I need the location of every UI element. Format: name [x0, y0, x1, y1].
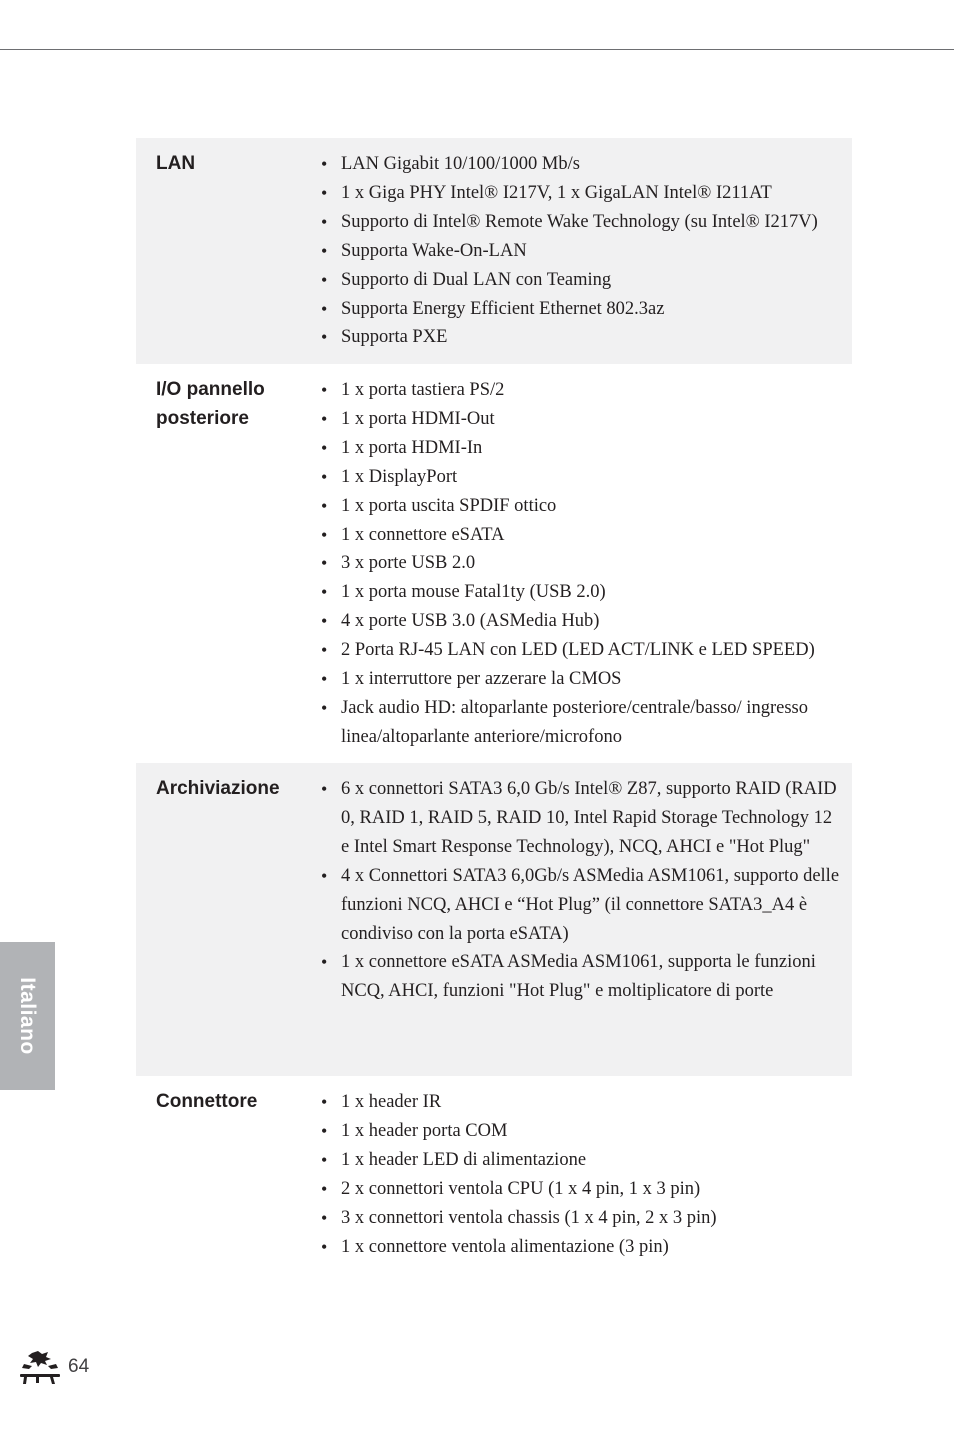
list-item: • LAN Gigabit 10/100/1000 Mb/s	[341, 150, 841, 179]
spec-table	[136, 138, 852, 1276]
language-side-tab	[0, 942, 55, 1090]
list-item: • Supporta Wake-On-LAN	[341, 237, 841, 266]
section-io-panel	[136, 364, 852, 763]
list-item: • 4 x porte USB 3.0 (ASMedia Hub)	[341, 607, 841, 636]
list-item: • 1 x porta tastiera PS/2	[341, 376, 841, 405]
bullet-icon: •	[321, 779, 328, 799]
bullet-icon: •	[321, 466, 328, 487]
section-storage	[136, 763, 852, 1076]
section-label-io-panel	[156, 376, 306, 433]
bullet-icon: •	[321, 408, 328, 429]
section-label-line: posteriore	[156, 407, 249, 429]
bullet-icon: •	[321, 553, 328, 574]
bullet-icon: •	[321, 524, 328, 545]
bullet-icon: •	[321, 952, 328, 973]
bullet-icon: •	[321, 380, 328, 400]
bullet-icon: •	[321, 1092, 328, 1112]
bullet-icon: •	[321, 697, 328, 718]
section-items-io-panel	[321, 376, 841, 752]
section-label-connectors: Connettore	[156, 1091, 258, 1112]
list-item: • 2 x connettori ventola CPU (1 x 4 pin, 1 x 3 pin)	[341, 1175, 841, 1204]
list-item: • 1 x interruttore per azzerare la CMOS	[341, 665, 841, 694]
bullet-icon: •	[321, 182, 328, 203]
list-item: • 1 x connettore eSATA	[341, 521, 841, 550]
list-item: • 1 x header porta COM	[341, 1117, 841, 1146]
list-item: • 1 x Giga PHY Intel® I217V, 1 x GigaLAN Intel® I211AT	[341, 179, 841, 208]
section-label-lan: LAN	[156, 153, 196, 174]
bullet-icon: •	[321, 640, 328, 661]
list-item: • 3 x connettori ventola chassis (1 x 4 pin, 2 x 3 pin)	[341, 1204, 841, 1233]
list-item: • 1 x connettore eSATA ASMedia ASM1061, supporta le funzioni NCQ, AHCI, funzioni "Hot Plug" e moltiplicatore di porte	[341, 948, 841, 1006]
list-item: • 2 Porta RJ-45 LAN con LED (LED ACT/LINK e LED SPEED)	[341, 636, 841, 665]
bullet-icon: •	[321, 1120, 328, 1141]
bullet-icon: •	[321, 154, 328, 174]
bullet-icon: •	[321, 495, 328, 516]
list-item: • Supporto di Intel® Remote Wake Technology (su Intel® I217V)	[341, 208, 841, 237]
list-item: • 1 x porta mouse Fatal1ty (USB 2.0)	[341, 578, 841, 607]
bullet-icon: •	[321, 211, 328, 232]
list-item: • Supporta Energy Efficient Ethernet 802.3az	[341, 295, 841, 324]
section-connectors	[136, 1076, 852, 1276]
list-item: • 3 x porte USB 2.0	[341, 549, 841, 578]
bullet-icon: •	[321, 582, 328, 603]
header-rule	[0, 49, 954, 50]
list-item: • Supporto di Dual LAN con Teaming	[341, 266, 841, 295]
bullet-icon: •	[321, 240, 328, 261]
page-number: 64	[68, 1356, 90, 1377]
bullet-icon: •	[321, 611, 328, 632]
fatal1ty-logo-icon	[18, 1350, 66, 1386]
bullet-icon: •	[321, 269, 328, 290]
bullet-icon: •	[321, 1149, 328, 1170]
list-item: • Supporta PXE	[341, 323, 841, 352]
bullet-icon: •	[321, 1236, 328, 1257]
section-label-line: I/O pannello	[156, 379, 265, 400]
section-lan	[136, 138, 852, 364]
list-item: • 1 x porta HDMI-In	[341, 434, 841, 463]
list-item: • 1 x porta HDMI-Out	[341, 405, 841, 434]
bullet-icon: •	[321, 327, 328, 348]
section-items-storage	[321, 775, 841, 1006]
list-item: • 1 x header LED di alimentazione	[341, 1146, 841, 1175]
list-item: • 1 x DisplayPort	[341, 463, 841, 492]
list-item: • 1 x header IR	[341, 1088, 841, 1117]
list-item: • 1 x porta uscita SPDIF ottico	[341, 492, 841, 521]
bullet-icon: •	[321, 669, 328, 690]
list-item: • 4 x Connettori SATA3 6,0Gb/s ASMedia ASM1061, supporto delle funzioni NCQ, AHCI e “Hot Plug” (il connettore SATA3_A4 è condiviso con la porta eSATA)	[341, 862, 841, 949]
language-tab-label: Italiano	[16, 977, 39, 1055]
bullet-icon: •	[321, 298, 328, 319]
bullet-icon: •	[321, 1207, 328, 1228]
list-item: • 1 x connettore ventola alimentazione (3 pin)	[341, 1233, 841, 1262]
list-item: • 6 x connettori SATA3 6,0 Gb/s Intel® Z87, supporto RAID (RAID 0, RAID 1, RAID 5, RAID 10, Intel Rapid Storage Technology 12 e Intel Smart Response Technology), NCQ, AHCI e "Hot Plug"	[341, 775, 841, 862]
list-item: • Jack audio HD: altoparlante posteriore/centrale/basso/ ingresso linea/altoparlante anteriore/microfono	[341, 694, 841, 752]
section-label-storage: Archiviazione	[156, 778, 280, 799]
bullet-icon: •	[321, 865, 328, 886]
bullet-icon: •	[321, 437, 328, 458]
section-items-lan	[321, 150, 841, 352]
bullet-icon: •	[321, 1178, 328, 1199]
section-items-connectors	[321, 1088, 841, 1261]
